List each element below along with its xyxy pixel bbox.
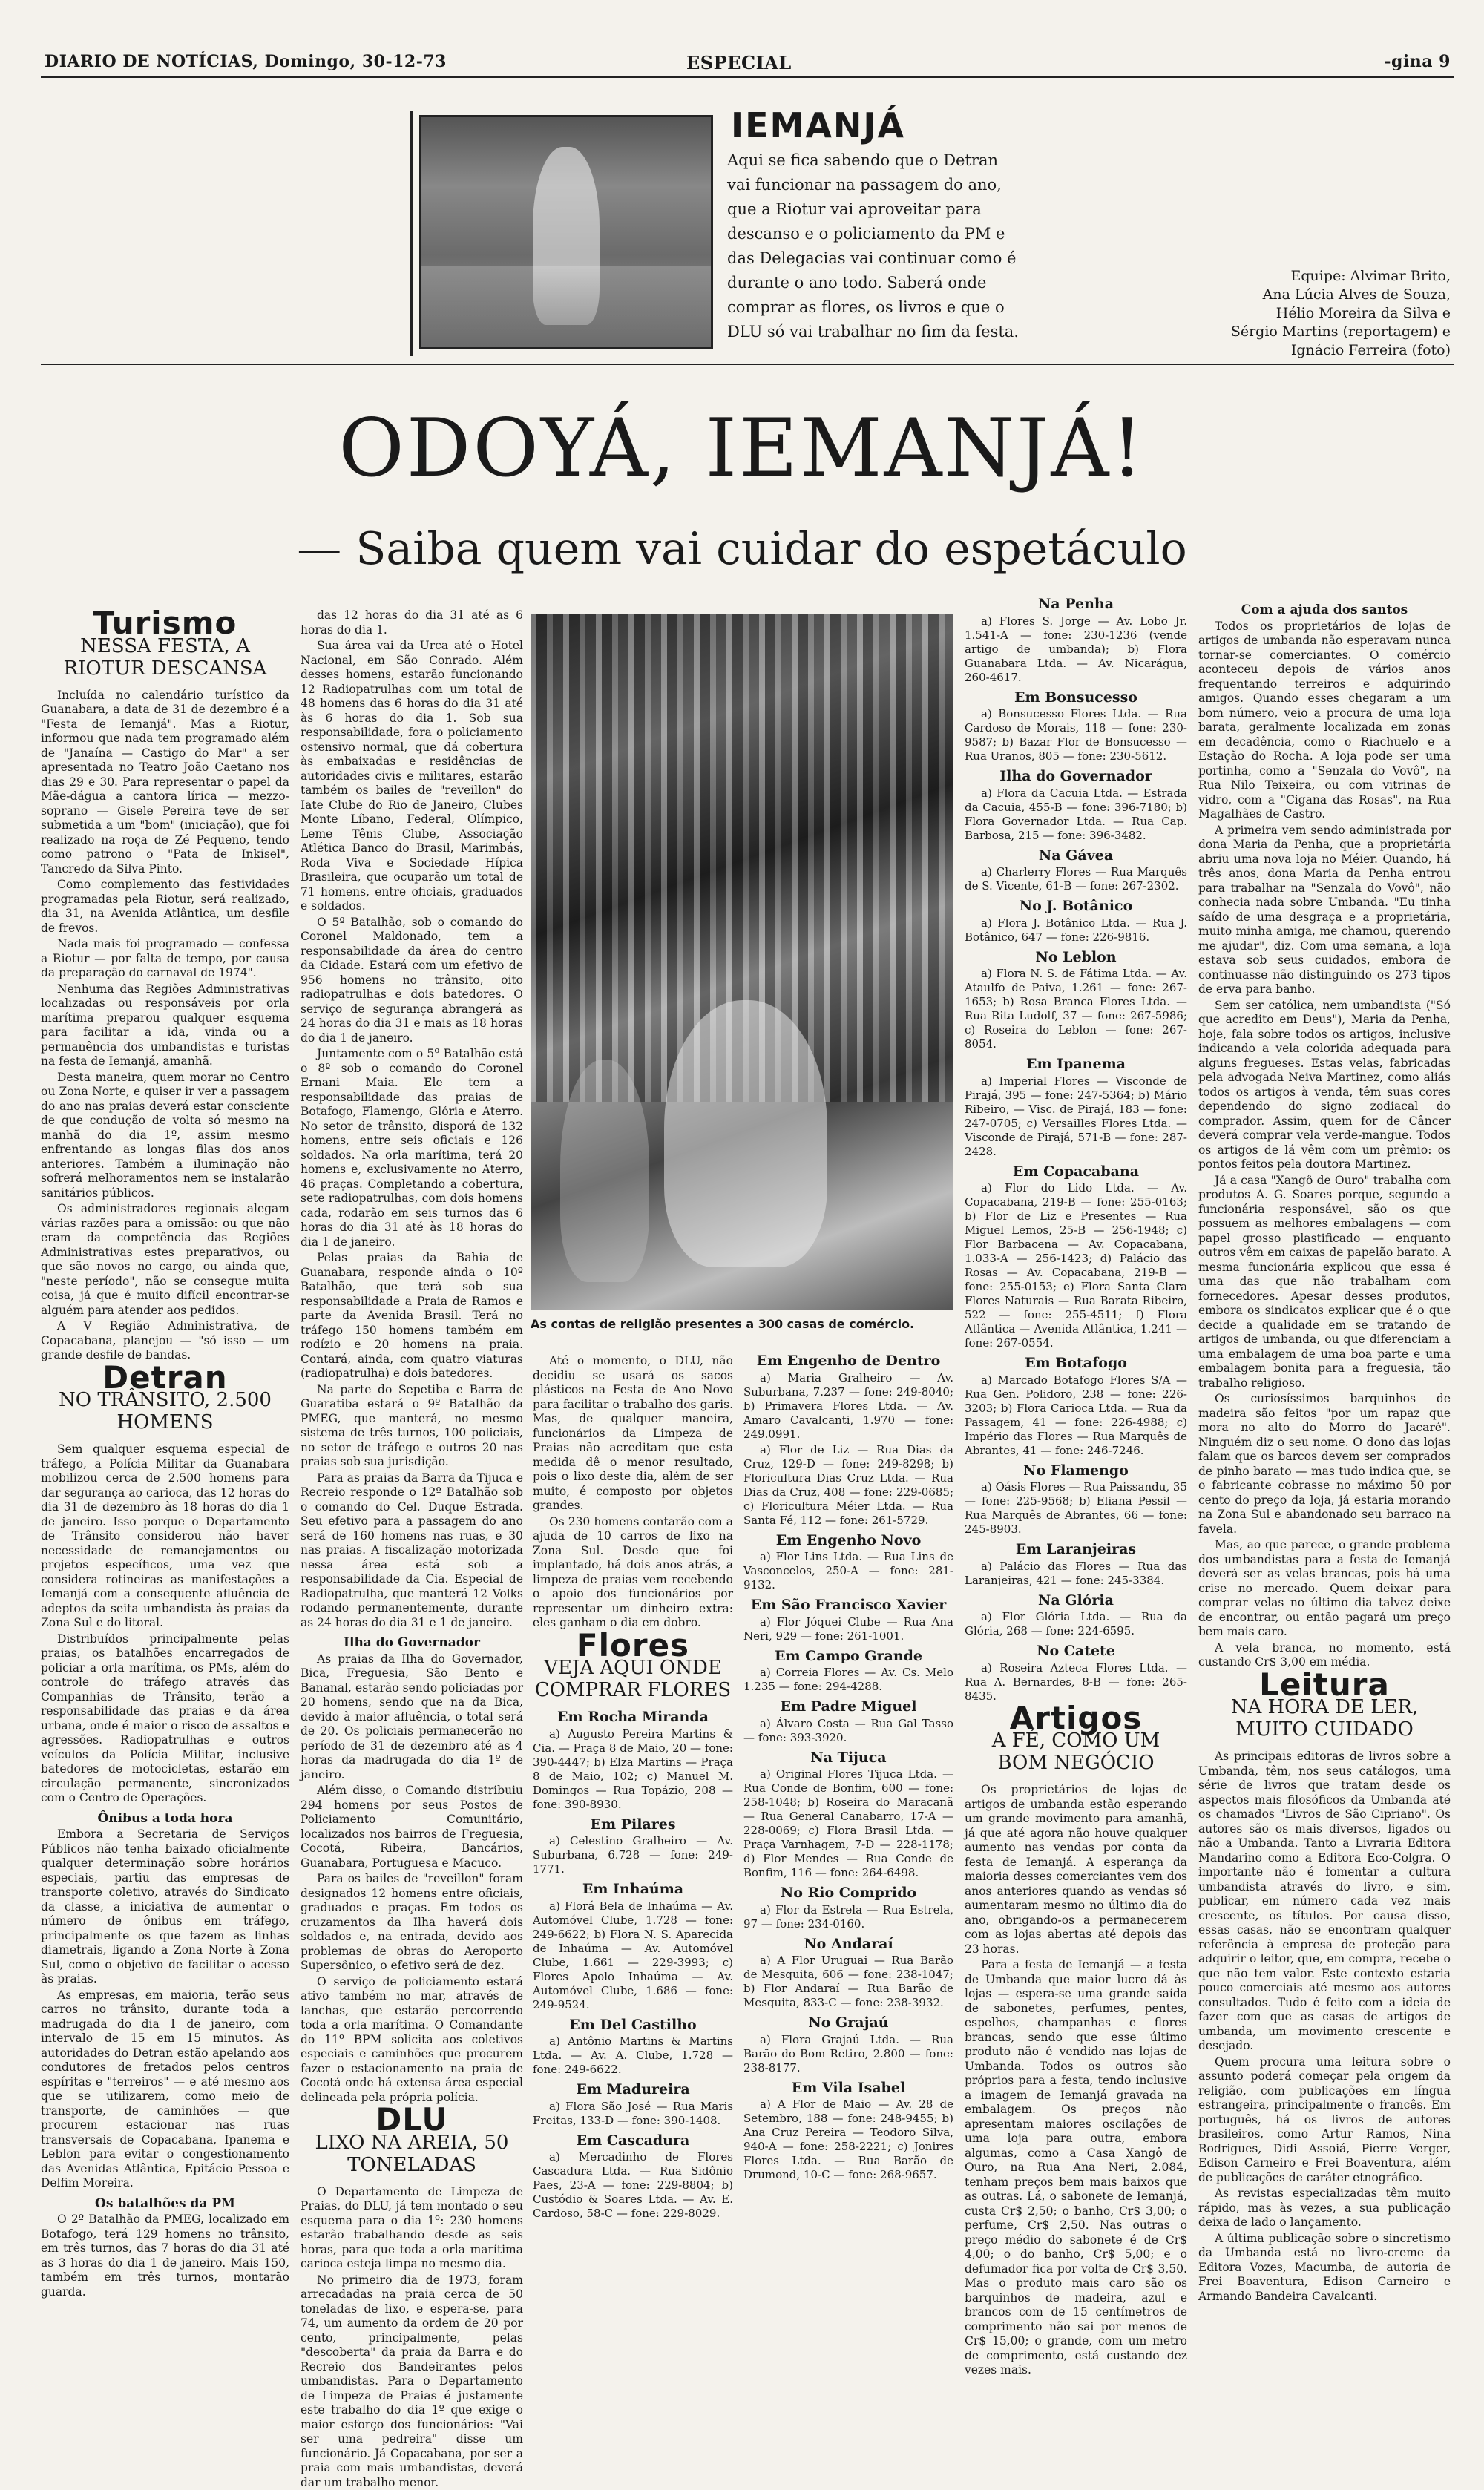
loc-heading: Em Copacabana	[965, 1165, 1187, 1180]
loc-heading: Em Padre Miguel	[743, 1700, 953, 1715]
dlu-title: DLU	[301, 2112, 523, 2127]
loc-heading: Em Bonsucesso	[965, 691, 1187, 706]
listing: a) Flor Glória Ltda. — Rua da Glória, 268 — fone: 224-6595.	[965, 1610, 1187, 1638]
loc-heading: Na Penha	[965, 597, 1187, 612]
paragraph: As empresas, em maioria, terão seus carros no trânsito, durante toda a madrugada do dia 1 de janeiro, com intervalo de 15 em 15 minutos. As autoridades do Detran estão apelando aos condutores de fretados pelos centros espíritas e "terreiros" — e até mesmo aos que se utilizarem, como meio de transporte, de caminhões — que procurem estacionar nas ruas transversais de Copacabana, Ipanema e Leblon para evitar o congestionamento das Avenidas Atlântica, Epitácio Pessoa e Delfim Moreira.	[41, 1988, 289, 2191]
loc-heading: Em Botafogo	[965, 1356, 1187, 1371]
photo-caption: As contas de religião presentes a 300 casas de comércio.	[531, 1317, 953, 1331]
listing: a) Álvaro Costa — Rua Gal Tasso — fone: 393-3920.	[743, 1717, 953, 1745]
paragraph: As revistas especializadas têm muito rápido, mas às vezes, a sua publicação deixa de lado o lançamento.	[1198, 2187, 1451, 2230]
credit-line: Ana Lúcia Alves de Souza,	[1231, 286, 1451, 304]
turismo-subtitle: NESSA FESTA, A RIOTUR DESCANSA	[41, 635, 289, 680]
loc-heading: Em Campo Grande	[743, 1649, 953, 1664]
artigos-subtitle: A FÉ, COMO UM BOM NEGÓCIO	[965, 1729, 1187, 1774]
loc-heading: Em São Francisco Xavier	[743, 1598, 953, 1613]
loc-heading: Em Vila Isabel	[743, 2081, 953, 2096]
iemanja-statue-photo	[419, 115, 713, 349]
loc-heading: Na Glória	[965, 1594, 1187, 1609]
dlu-subtitle: LIXO NA AREIA, 50 TONELADAS	[301, 2132, 523, 2176]
ilha-subhead: Ilha do Governador	[301, 1636, 523, 1651]
listing: a) Flora N. S. de Fátima Ltda. — Av. Ataulfo de Paiva, 1.261 — fone: 267-1653; b) Rosa Branca Flores Ltda. — Rua Rita Ludolf, 37 — fone: 267-5986; c) Roseira do Leblon — fone: 267-8054.	[965, 967, 1187, 1051]
column-5	[1198, 597, 1451, 2085]
paragraph: Desta maneira, quem morar no Centro ou Zona Norte, e quiser ir ver a passagem do ano nas praias deverá estar consciente de que condução de volta só mesmo na manhã do dia 1º, assim mesmo enfrentando as longas filas dos anos anteriores. Também a iluminação não sofrerá melhoramentos nem se instalarão sanitários públicos.	[41, 1071, 289, 1201]
paragraph: Quem procura uma leitura sobre o assunto poderá começar pela origem da religião, com publicações em língua estrangeira, principalmente o francês. Em português, há os livros de autores brasileiros, como Artur Ramos, Nina Rodrigues, Didi Assoiá, Pierre Verger, Edison Carneiro e Frei Boaventura, além de publicações de caráter etnográfico.	[1198, 2055, 1451, 2186]
listing: a) Florá Bela de Inhaúma — Av. Automóvel Clube, 1.728 — fone: 249-6622; b) Flora N. S. Aparecida de Inhaúma — Av. Automóvel Clube, 1.661 — 229-3993; c) Flores Apolo Inhaúma — Av. Automóvel Clube, 1.686 — fone: 249-9524.	[533, 1899, 733, 2012]
paragraph: Para as praias da Barra da Tijuca e Recreio responde o 12º Batalhão sob o comando do Cel. Duque Estrada. Seu efetivo para a passagem do ano será de 160 homens nas ruas, e 30 nas praias. A fiscalização motorizada nessa área está sob a responsabilidade da Cia. Especial de Radiopatrulha, que manterá 12 Volks rodando permanentemente, durante as 24 horas do dia 31 e 1 de janeiro.	[301, 1471, 523, 1631]
listing: a) Flora J. Botânico Ltda. — Rua J. Botânico, 647 — fone: 226-9816.	[965, 916, 1187, 945]
paragraph: As principais editoras de livros sobre a Umbanda, têm, nos seus catálogos, uma série de livros que tratam desde os aspectos mais filosóficos da Umbanda até os chamados "Livros de São Cipriano". Os autores são os mais diversos, ligados ou não a Umbanda. Tanto a Livraria Editora Mandarino como a Editora Eco-Colgra. O importante não é fomentar a cultura umbandista através do livro, e sim, publicar, em número cada vez mais crescente, os títulos. Por causa disso, essas casas, não se encontram qualquer referência à empresa de proteção para adquirir o leitor, que, em compra, recebe o que não tem valor. Este contexto estaria pouco comerciais até mesmo aos autores consultados. Tudo é feito com a ideia de fazer com que as casas de artigos de umbanda, um movimento crescente e desejado.	[1198, 1750, 1451, 2054]
loc-heading: No Leblon	[965, 950, 1187, 965]
credits	[1231, 267, 1451, 360]
loc-heading: No Rio Comprido	[743, 1886, 953, 1901]
paragraph: Mas, ao que parece, o grande problema dos umbandistas para a festa de Iemanjá deverá ser as velas brancas, pois há uma crise no mercado. Quem deixar para comprar velas no último dia talvez deixe de encontrar, ou então pagará um preço bem mais caro.	[1198, 1538, 1451, 1640]
paragraph: Pelas praias da Bahia de Guanabara, responde ainda o 10º Batalhão, que terá sob sua responsabilidade a Praia de Ramos e parte da Avenida Brasil. Terá no tráfego 150 homens também em rodízio e 20 homens na praia. Contará, ainda, com quatro viaturas (radiopatrulha) e dois batedores.	[301, 1251, 523, 1382]
subheadline: — Saiba quem vai cuidar do espetáculo	[0, 523, 1484, 575]
santos-subhead: Com a ajuda dos santos	[1198, 603, 1451, 618]
paragraph: Os administradores regionais alegam várias razões para a omissão: ou que não eram da competência das Regiões Administrativas estes preparativos, ou que são novos no cargo, ou ainda que, "neste período", não se consegue muita coisa, já que é muito difícil encontrar-se alguém para atender aos pedidos.	[41, 1202, 289, 1318]
artigos-title: Artigos	[965, 1711, 1187, 1726]
paragraph: A última publicação sobre o sincretismo da Umbanda está no livro-creme da Editora Vozes, Macumba, de autoria de Frei Boaventura, Edison Carneiro e Armando Bandeira Cavalcanti.	[1198, 2232, 1451, 2305]
paragraph: Os proprietários de lojas de artigos de umbanda estão esperando um grande movimento para amanhã, já que até agora não houve qualquer aumento nas vendas por conta da festa de Iemanjá. A esperança da maioria desses comerciantes vem dos anos anteriores quando as vendas só aumentaram mesmo no último dia do ano, obrigando-os a permanecerem com as lojas abertas até depois das 23 horas.	[965, 1783, 1187, 1957]
loc-heading: Em Engenho de Dentro	[743, 1354, 953, 1369]
paragraph: A primeira vem sendo administrada por dona Maria da Penha, que a proprietária abriu uma nova loja no Méier. Quando, há três anos, dona Maria da Penha entrou para trabalhar na "Senzala do Vovô", não conhecia nada sobre Umbanda. "Eu tinha saído de uma desgraça e a proprietária, muito minha amiga, me chamou, querendo me ajudar", diz. Com uma semana, a loja estava sob seus cuidados, embora de continuasse não distinguindo os 273 tipos de erva para banho.	[1198, 824, 1451, 997]
loc-heading: Na Gávea	[965, 849, 1187, 864]
listing: a) Flor do Lido Ltda. — Av. Copacabana, 219-B — fone: 255-0163; b) Flor de Liz e Presentes — Rua Miguel Lemos, 25-B — 256-1948; c) Flor Barbacena — Av. Copacabana, 1.033-A — 256-1423; d) Palácio das Rosas — Av. Copacabana, 219-B — fone: 255-0153; e) Flora Santa Clara Flores Naturais — Rua Barata Ribeiro, 522 — fone: 255-4511; f) Flora Atlântica — Avenida Atlântica, 1.241 — fone: 267-0554.	[965, 1181, 1187, 1350]
paragraph: O serviço de policiamento estará ativo também no mar, através de lanchas, que estarão percorrendo toda a orla marítima. O Comandante do 11º BPM solicita aos coletivos especiais e caminhões que procurem fazer o estacionamento na praia de Cocotá onde há extensa área especial delineada pela própria polícia.	[301, 1975, 523, 2106]
box-title: IEMANJÁ	[731, 105, 905, 145]
paragraph: Os curiosíssimos barquinhos de madeira são feitos "por um rapaz que mora no alto do Morro do Jacaré". Ninguém diz o seu nome. O dono das lojas falam que os barcos devem ser comprados de pinho barato — mas tudo indica que, se o fabricante cobrasse no máximo 50 por cento do preço da loja, já estaria morando na Zona Sul e abandonado seu barraco na favela.	[1198, 1392, 1451, 1537]
loc-heading: Em Cascadura	[533, 2134, 733, 2149]
box-text: Aqui se fica sabendo que o Detran vai funcionar na passagem do ano, que a Riotur vai aproveitar para descanso e o policiamento da PM e das Delegacias vai continuar como é durante o ano todo. Saberá onde comprar as flores, os livros e que o DLU só vai trabalhar no fim da festa.	[727, 148, 1024, 344]
listing: a) A Flor de Maio — Av. 28 de Setembro, 188 — fone: 248-9455; b) Ana Cruz Pereira — Teodoro Silva, 940-A — fone: 258-2221; c) Jonires Flores Ltda. — Rua Barão de Drumond, 10-C — fone: 268-9657.	[743, 2098, 953, 2182]
paragraph: Nenhuma das Regiões Administrativas localizadas ou responsáveis por orla marítima preparou qualquer esquema para facilitar a ida, vinda ou a permanência dos umbandistas e turistas na festa de Iemanjá, amanhã.	[41, 982, 289, 1069]
turismo-title: Turismo	[41, 616, 289, 631]
credit-line: Ignácio Ferreira (foto)	[1231, 341, 1451, 360]
loc-heading: Em Rocha Miranda	[533, 1710, 733, 1725]
loc-heading: Em Engenho Novo	[743, 1534, 953, 1548]
headline: ODOYÁ, IEMANJÁ!	[0, 404, 1484, 493]
paragraph: O Departamento de Limpeza de Praias, do DLU, já tem montado o seu esquema para o dia 1º: 230 homens estarão trabalhando desde as seis horas, para que toda a orla marítima carioca esteja limpa no mesmo dia.	[301, 2185, 523, 2272]
paragraph: A V Região Administrativa, de Copacabana, planejou — "só isso — um grande desfile de bandas.	[41, 1319, 289, 1363]
listing: a) Correia Flores — Av. Cs. Melo 1.235 — fone: 294-4288.	[743, 1666, 953, 1694]
listing: a) Flor de Liz — Rua Dias da Cruz, 129-D — fone: 249-8298; b) Floricultura Dias Cruz Ltda. — Rua Dias da Cruz, 408 — fone: 229-0685; c) Floricultura Méier Ltda. — Rua Santa Fé, 112 — fone: 261-5729.	[743, 1443, 953, 1528]
loc-heading: No Catete	[965, 1644, 1187, 1659]
credit-line: Equipe: Alvimar Brito,	[1231, 267, 1451, 286]
paragraph: Sua área vai da Urca até o Hotel Nacional, em São Conrado. Além desses homens, estarão funcionando 12 Radiopatrulhas com um total de 48 homens das 6 horas do dia 31 até às 6 horas do dia 1. Sob sua responsabilidade, fora o policiamento ostensivo normal, que dá cobertura às embaixadas e residências de autoridades civis e militares, estarão também os bailes de "reveillon" do Iate Clube do Rio de Janeiro, Clubes Monte Líbano, Federal, Olímpico, Leme Tênis Clube, Associação Atlética Banco do Brasil, Marimbás, Roda Viva e Sociedade Hípica Brasileira, que ocuparão um total de 71 homens, entre oficiais, graduados e soldados.	[301, 639, 523, 914]
loc-heading: Ilha do Governador	[965, 769, 1187, 784]
paragraph: Sem qualquer esquema especial de tráfego, a Polícia Militar da Guanabara mobilizou cerca de 2.500 homens para dar segurança ao carioca, das 12 horas do dia 31 de dezembro às 18 horas do dia 1 de janeiro. Isso porque o Departamento de Trânsito considerou não haver necessidade de remanejamentos ou projetos específicos, uma vez que considera rotineiras as manifestações a Iemanjá com a consequente afluência de adeptos da seita umbandista às praias da Zona Sul e do litoral.	[41, 1442, 289, 1631]
leitura-title: Leitura	[1198, 1678, 1451, 1692]
religious-beads-photo	[531, 614, 953, 1310]
loc-heading: No Grajaú	[743, 2016, 953, 2031]
loc-heading: Em Laranjeiras	[965, 1543, 1187, 1557]
paragraph: Todos os proprietários de lojas de artigos de umbanda não esperavam nunca tornar-se comerciantes. O comércio aconteceu depois de vários anos frequentando terreiros e adquirindo amigos. Quando esses chegaram a um bom número, veio a procura de uma loja barata, geralmente localizada em zonas em decadência, como o Riachuelo e a Estação do Rocha. A loja pode ser uma portinha, como a "Senzala do Vovô", na Rua Nilo Teixeira, ou com vitrinas de vidro, com a "Ciganа das Rosas", na Rua Magalhães de Castro.	[1198, 620, 1451, 822]
listing: a) Maria Gralheiro — Av. Suburbana, 7.237 — fone: 249-8040; b) Primavera Flores Ltda. — Av. Amaro Cavalcanti, 1.970 — fone: 249.0991.	[743, 1371, 953, 1442]
box-left-border	[410, 111, 413, 356]
listing: a) Flora Grajaú Ltda. — Rua Barão do Bom Retiro, 2.800 — fone: 238-8177.	[743, 2033, 953, 2075]
paragraph: Incluída no calendário turístico da Guanabara, a data de 31 de dezembro é a "Festa de Iemanjá". Mas a Riotur, informou que nada tem programado além de "Janaína — Castigo do Mar" a ser apresentada no Teatro João Caetano nos dias 29 e 30. Para representar o papel da Mãe-dágua a cantora lírica — mezzo-soprano — Gisele Pereira teve de ser submetida a um "bom" (iniciação), que foi realizado na roça de Zé Pequeno, tendo como patrono o "Pata de Inkisel", Tancredo da Silva Pinto.	[41, 689, 289, 877]
loc-heading: Em Madureira	[533, 2083, 733, 2098]
page-header-section: ESPECIAL	[686, 52, 792, 73]
loc-heading: No Andaraí	[743, 1937, 953, 1952]
paragraph: O 2º Batalhão da PMEG, localizado em Botafogo, terá 129 homens no trânsito, em três turnos, das 7 horas do dia 31 até as 3 horas do dia 1 de janeiro. Mais 150, também em três turnos, montarão guarda.	[41, 2213, 289, 2299]
listing: a) Flor Jóquei Clube — Rua Ana Neri, 929 — fone: 261-1001.	[743, 1615, 953, 1643]
column-1	[41, 608, 289, 2085]
loc-heading: Em Pilares	[533, 1818, 733, 1833]
paragraph: Para a festa de Iemanjá — a festa de Umbanda que maior lucro dá às lojas — espera-se uma grande saída de sabonetes, perfumes, pentes, espelhos, champanhas e flores brancas, sendo que esse último produto não é vendido nas lojas de Umbanda. Todos os outros são próprios para a festa, tendo inclusive a imagem de Iemanjá gravada na embalagem. Os preços não apresentam maiores oscilações de uma loja para outra, embora algumas, como a Casa Xangô de Ouro, na Rua Ana Neri, 2.084, tenham preços bem mais baixos que as outras. Lá, o sabonete de Iemanjá, custa Cr$ 2,50; o banho, Cr$ 3,00; o perfume, Cr$ 2,50. Nas outras o preço médio do sabonete é de Cr$ 4,00; o do banho, Cr$ 5,00; e o defumador fica por volta de Cr$ 3,50. Mas o produto mais caro são os barquinhos de madeira, azul e brancos com de 15 centímetros de comprimento não sai por menos de Cr$ 15,00; o grande, com um metro de comprimento, está custando dez vezes mais.	[965, 1958, 1187, 2378]
leitura-subtitle: NA HORA DE LER, MUITO CUIDADO	[1198, 1696, 1451, 1741]
paragraph: Na parte do Sepetiba e Barra de Guaratiba estará o 9º Batalhão da PMEG, que manterá, no mesmo sistema de três turnos, 100 policiais, no setor de tráfego e outros 20 nas praias sob sua jurisdição.	[301, 1383, 523, 1470]
paragraph: Os 230 homens contarão com a ajuda de 10 carros de lixo na Zona Sul. Desde que foi implantado, há dois anos atrás, a limpeza de praias vem recebendo o apoio dos funcionários por representar um dinheiro extra: eles ganham o dia em dobro.	[533, 1515, 733, 1631]
paragraph: das 12 horas do dia 31 até as 6 horas do dia 1.	[301, 608, 523, 637]
loc-heading: No J. Botânico	[965, 899, 1187, 914]
detran-title: Detran	[41, 1370, 289, 1385]
paragraph: Nada mais foi programado — confessa a Riotur — por falta de tempo, por causa da preparação do carnaval de 1974".	[41, 937, 289, 981]
listing: a) Roseira Azteca Flores Ltda. — Rua A. Bernardes, 8-B — fone: 265-8435.	[965, 1661, 1187, 1704]
listing: a) Flor da Estrela — Rua Estrela, 97 — fone: 234-0160.	[743, 1903, 953, 1931]
listing: a) Oásis Flores — Rua Paissandu, 35 — fone: 225-9568; b) Eliana Pessil — Rua Marquês de Abrantes, 66 — fone: 245-8903.	[965, 1480, 1187, 1537]
loc-heading: No Flamengo	[965, 1464, 1187, 1479]
column-2	[301, 608, 523, 2085]
listing: a) Augusto Pereira Martins & Cia. — Praça 8 de Maio, 20 — fone: 390-4447; b) Elza Martins — Praça 8 de Maio, 102; c) Manuel M. Domingos — Rua Topázio, 208 — fone: 390-8930.	[533, 1727, 733, 1812]
paragraph: Até o momento, o DLU, não decidiu se usará os sacos plásticos na Festa de Ano Novo para facilitar o trabalho dos garis. Mas, de qualquer maneira, funcionários da Limpeza de Praias não acreditam que esta medida dê o menor resultado, pois o lixo deste dia, além de ser muito, é composto por objetos grandes.	[533, 1354, 733, 1514]
paragraph: O 5º Batalhão, sob o comando do Coronel Maldonado, tem a responsabilidade da área do centro da Cidade. Estará com um efetivo de 956 homens no trânsito, oito radiopatrulhas e dois batedores. O serviço de segurança abrangerá as 24 horas do dia 31 e mais as 18 horas do dia 1 de janeiro.	[301, 916, 523, 1046]
listing: a) Charlerry Flores — Rua Marquês de S. Vicente, 61-B — fone: 267-2302.	[965, 865, 1187, 893]
column-4	[965, 597, 1187, 2085]
listing: a) Flora da Cacuia Ltda. — Estrada da Cacuia, 455-B — fone: 396-7180; b) Flora Governador Ltda. — Rua Cap. Barbosa, 215 — fone: 396-3482.	[965, 786, 1187, 843]
page-header-page: -gina 9	[1384, 52, 1451, 71]
detran-subtitle: NO TRÂNSITO, 2.500 HOMENS	[41, 1389, 289, 1433]
listing: a) Flor Lins Ltda. — Rua Lins de Vasconcelos, 250-A — fone: 281-9132.	[743, 1550, 953, 1592]
listing: a) Palácio das Flores — Rua das Laranjeiras, 421 — fone: 245-3384.	[965, 1560, 1187, 1588]
listing: a) Bonsucesso Flores Ltda. — Rua Cardoso de Morais, 118 — fone: 230-9587; b) Bazar Flor de Bonsucesso — Rua Uranos, 805 — fone: 230-5612.	[965, 707, 1187, 763]
column-3a	[533, 1354, 733, 2085]
paragraph: Distribuídos principalmente pelas praias, os batalhões encarregados de policiar a orla marítima, os PMs, além do controle do tráfego através das Companhias de Trânsito, terão a responsabilidade das praias e da área urbana, onde é maior o risco de assaltos e agressões. Radiopatrulhas e outros veículos da Polícia Militar, inclusive batedores de motocicletas, estarão em circulação permanente, sincronizados com o Centro de Operações.	[41, 1632, 289, 1806]
flores-title: Flores	[533, 1638, 733, 1653]
column-3b	[743, 1354, 953, 2085]
paragraph: As praias da Ilha do Governador, Bica, Freguesia, São Bento e Bananal, estarão sendo policiadas por 20 homens, sendo que na da Bica, devido à maior afluência, o total será de 20. Os policiais permanecerão no período de 31 de dezembro até as 4 horas da madrugada do dia 1º de janeiro.	[301, 1652, 523, 1783]
listing: a) A Flor Uruguai — Rua Barão de Mesquita, 606 — fone: 238-1047; b) Flor Andaraí — Rua Barão de Mesquita, 833-C — fone: 238-3932.	[743, 1954, 953, 2010]
listing: a) Original Flores Tijuca Ltda. — Rua Conde de Bonfim, 600 — fone: 258-1048; b) Roseira do Maracanã — Rua General Canabarro, 17-A — 228-0069; c) Flora Brasil Ltda. — Praça Varnhagem, 7-D — 228-1178; d) Flor Mendes — Rua Conde de Bonfim, 116 — fone: 264-6498.	[743, 1767, 953, 1880]
loc-heading: Em Del Castilho	[533, 2018, 733, 2033]
paragraph: Para os bailes de "reveillon" foram designados 12 homens entre oficiais, graduados e praças. Em todos os cruzamentos da Ilha haverá dois soldados e, na entrada, devido aos problemas de obras do Aeroporto Supersônico, o efetivo será de dez.	[301, 1872, 523, 1974]
paragraph: Como complemento das festividades programadas pela Riotur, será realizado, dia 31, na Avenida Atlântica, um desfile de frevos.	[41, 878, 289, 936]
flores-subtitle: VEJA AQUI ONDE COMPRAR FLORES	[533, 1657, 733, 1701]
listing: a) Celestino Gralheiro — Av. Suburbana, 6.728 — fone: 249-1771.	[533, 1834, 733, 1876]
onibus-subhead: Ônibus a toda hora	[41, 1812, 289, 1827]
box-bottom-rule	[41, 364, 1454, 365]
listing: a) Marcado Botafogo Flores S/A — Rua Gen. Polidoro, 238 — fone: 226-3203; b) Flora Carioca Ltda. — Rua da Passagem, 41 — fone: 226-4988; c) Império das Flores — Rua Marquês de Abrantes, 41 — fone: 246-7246.	[965, 1373, 1187, 1458]
paragraph: Sem ser católica, nem umbandista ("Só que acredito em Deus"), Maria da Penha, hoje, fala sobre todos os artigos, inclusive indicando a vela colorida adequada para alguns fregueses. Estas velas, fabricadas pela advogada Neiva Martinez, como aliás todos os artigos à venda, têm suas cores dependendo do signo zodiacal do comprador. Assim, quem for de Câncer deverá comprar vela verde-mangue. Todos os artigos de lá vêm com um prêmio: os pontos feitos pela doutora Martinez.	[1198, 999, 1451, 1172]
paragraph: No primeiro dia de 1973, foram arrecadadas na praia cerca de 50 toneladas de lixo, e espera-se, para 74, um aumento da ordem de 20 por cento, principalmente, pelas "descoberta" da praia da Barra e do Recreio dos Bandeirantes pelos umbandistas. Para o Departamento de Limpeza de Praias é justamente este trabalho do dia 1º que exige o maior esforço dos funcionários: "Vai ser uma pedreira" disse um funcionário. Já Copacabana, por ser a praia com mais umbandistas, deverá dar um trabalho menor.	[301, 2273, 523, 2490]
loc-heading: Em Inhaúma	[533, 1882, 733, 1897]
listing: a) Flores S. Jorge — Av. Lobo Jr. 1.541-A — fone: 230-1236 (vende artigo de umbanda); b) Flora Guanabara Ltda. — Av. Nicarágua, 260-4617.	[965, 614, 1187, 685]
listing: a) Mercadinho de Flores Cascadura Ltda. — Rua Sidônio Paes, 23-A — fone: 229-8804; b) Custódio & Soares Ltda. — Av. E. Cardoso, 58-C — fone: 229-8029.	[533, 2150, 733, 2221]
paragraph: Já a casa "Xangô de Ouro" trabalha com produtos A. G. Soares porque, segundo a funcionária responsável, são os que possuem as melhores embalagens — com papel grosso plastificado — enquanto outros vêm em caixas de papelão barato. A mesma funcionária explicou que essa é uma das que não trabalham com fornecedores. Apesar desses produtos, embora os sindicatos explicar que é o que decide a qualidade em se tratando de artigos de umbanda, ou que diferenciam a uma embalagem de uma boa parte e uma embalagem bonita para a freguesia, tão trabalho religioso.	[1198, 1174, 1451, 1391]
header-rule	[41, 76, 1454, 78]
loc-heading: Em Ipanema	[965, 1057, 1187, 1072]
paragraph: Embora a Secretaria de Serviços Públicos não tenha baixado oficialmente qualquer determinação sobre horários especiais, partiu das empresas de transporte coletivo, através do Sindicato da classe, a iniciativa de aumentar o número de ônibus em tráfego, principalmente os que fazem as linhas diametrais, ligando a Zona Norte à Zona Sul, como o objetivo de facilitar o acesso às praias.	[41, 1827, 289, 1987]
listing: a) Flora São José — Rua Maris Freitas, 133-D — fone: 390-1408.	[533, 2100, 733, 2128]
credit-line: Sérgio Martins (reportagem) e	[1231, 323, 1451, 341]
paragraph: Além disso, o Comando distribuiu 294 homens por seus Postos de Policiamento Comunitário, localizados nos bairros de Freguesia, Cocotá, Ribeira, Bancários, Guanabara, Portuguesa e Macuco.	[301, 1784, 523, 1870]
listing: a) Imperial Flores — Visconde de Pirajá, 395 — fone: 247-5364; b) Mário Ribeiro, — Visc. de Pirajá, 183 — fone: 247-0705; c) Versailles Flores Ltda. — Visconde de Pirajá, 571-B — fone: 287-2428.	[965, 1074, 1187, 1159]
listing: a) Antônio Martins & Martins Ltda. — Av. A. Clube, 1.728 — fone: 249-6622.	[533, 2034, 733, 2077]
page-header-date: DIARIO DE NOTÍCIAS, Domingo, 30-12-73	[45, 52, 447, 71]
paragraph: Juntamente com o 5º Batalhão está o 8º sob o comando do Coronel Ernani Maia. Ele tem a responsabilidade das praias de Botafogo, Flamengo, Glória e Aterro. No setor de trânsito, disporá de 132 homens, entre seis oficiais e 126 soldados. Na orla marítima, terá 20 homens e, exclusivamente no Aterro, 46 praças. Completando a cobertura, sete radiopatrulhas, com dois homens cada, rodarão em seis turnos das 6 horas do dia 31 até às 18 horas do dia 1 de janeiro.	[301, 1047, 523, 1249]
loc-heading: Na Tijuca	[743, 1751, 953, 1766]
credit-line: Hélio Moreira da Silva e	[1231, 304, 1451, 323]
batalhoes-subhead: Os batalhões da PM	[41, 2197, 289, 2212]
paragraph: A vela branca, no momento, está custando Cr$ 3,00 em média.	[1198, 1641, 1451, 1670]
